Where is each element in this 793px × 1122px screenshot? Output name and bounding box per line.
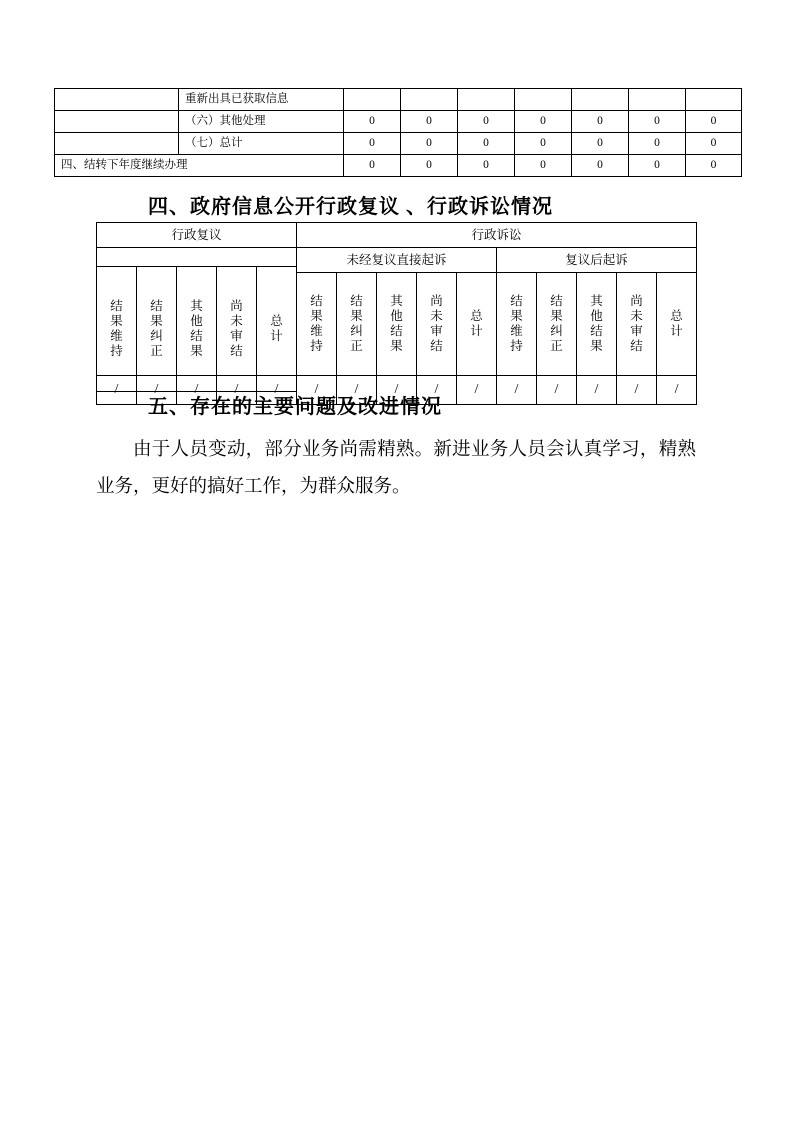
col-header: 结果维持 [297, 273, 337, 376]
cell: / [657, 376, 697, 405]
cell [515, 89, 572, 111]
cell [458, 89, 515, 111]
table-review-left-headers [96, 266, 297, 392]
sub-header-after-review: 复议后起诉 [497, 248, 697, 273]
cell: / [177, 376, 217, 405]
col-header: 尚未审结 [417, 273, 457, 376]
cell: 0 [572, 133, 629, 155]
section-heading-4: 四、政府信息公开行政复议 、行政诉讼情况 [148, 196, 553, 218]
group-header-row [97, 223, 697, 248]
col-header: 其他结果 [177, 267, 217, 392]
col-header: 其他结果 [377, 273, 417, 376]
cell: 0 [344, 155, 401, 177]
cell [401, 89, 458, 111]
group-header-litigation: 行政诉讼 [297, 223, 697, 248]
cell: 0 [629, 133, 686, 155]
body-paragraph: 由于人员变动，部分业务尚需精熟。新进业务人员会认真学习，精熟业务，更好的搞好工作，为群众服务。 [96, 440, 696, 497]
cell: / [297, 376, 337, 405]
cell: / [377, 376, 417, 405]
cell [344, 89, 401, 111]
column-header-row [97, 267, 297, 392]
cell: / [457, 376, 497, 405]
col-header: 结果纠正 [137, 267, 177, 392]
cell: 0 [629, 155, 686, 177]
cell: 0 [629, 111, 686, 133]
cell: / [97, 376, 137, 405]
cell: 0 [515, 155, 572, 177]
table-carryover [54, 88, 742, 177]
cell: / [577, 376, 617, 405]
col-header: 结果维持 [97, 267, 137, 392]
group-header-review: 行政复议 [97, 223, 297, 248]
cell: 0 [401, 155, 458, 177]
cell: 0 [572, 155, 629, 177]
row-indent-cell [55, 89, 179, 111]
col-header: 总计 [257, 267, 297, 392]
cell [572, 89, 629, 111]
col-header: 尚未审结 [217, 267, 257, 392]
cell: 0 [458, 155, 515, 177]
cell: / [497, 376, 537, 405]
cell: / [617, 376, 657, 405]
cell: 0 [515, 111, 572, 133]
table-row [55, 133, 742, 155]
cell: 0 [515, 133, 572, 155]
row-indent-cell [55, 133, 179, 155]
row-label: 重新出具已获取信息 [179, 89, 344, 111]
cell: 0 [401, 111, 458, 133]
cell: 0 [344, 133, 401, 155]
row-label: 四、结转下年度继续办理 [55, 155, 344, 177]
section-heading-5: 五、存在的主要问题及改进情况 [148, 396, 442, 418]
row-label: （七）总计 [179, 133, 344, 155]
cell: 0 [458, 133, 515, 155]
row-label: （六）其他处理 [179, 111, 344, 133]
cell: / [337, 376, 377, 405]
cell [686, 89, 742, 111]
table-row [55, 111, 742, 133]
col-header: 结果纠正 [337, 273, 377, 376]
cell: 0 [686, 111, 742, 133]
col-header: 尚未审结 [617, 273, 657, 376]
table-row [55, 155, 742, 177]
cell: / [537, 376, 577, 405]
cell: / [217, 376, 257, 405]
cell: / [417, 376, 457, 405]
cell: / [257, 376, 297, 405]
col-header: 结果纠正 [537, 273, 577, 376]
cell: 0 [686, 155, 742, 177]
col-header: 总计 [657, 273, 697, 376]
row-indent-cell [55, 111, 179, 133]
cell: 0 [458, 111, 515, 133]
table-row [55, 89, 742, 111]
col-header: 其他结果 [577, 273, 617, 376]
cell [629, 89, 686, 111]
cell: / [137, 376, 177, 405]
cell: 0 [344, 111, 401, 133]
cell: 0 [572, 111, 629, 133]
cell: 0 [401, 133, 458, 155]
sub-header-direct: 未经复议直接起诉 [297, 248, 497, 273]
col-header: 结果维持 [497, 273, 537, 376]
cell: 0 [686, 133, 742, 155]
col-header: 总计 [457, 273, 497, 376]
